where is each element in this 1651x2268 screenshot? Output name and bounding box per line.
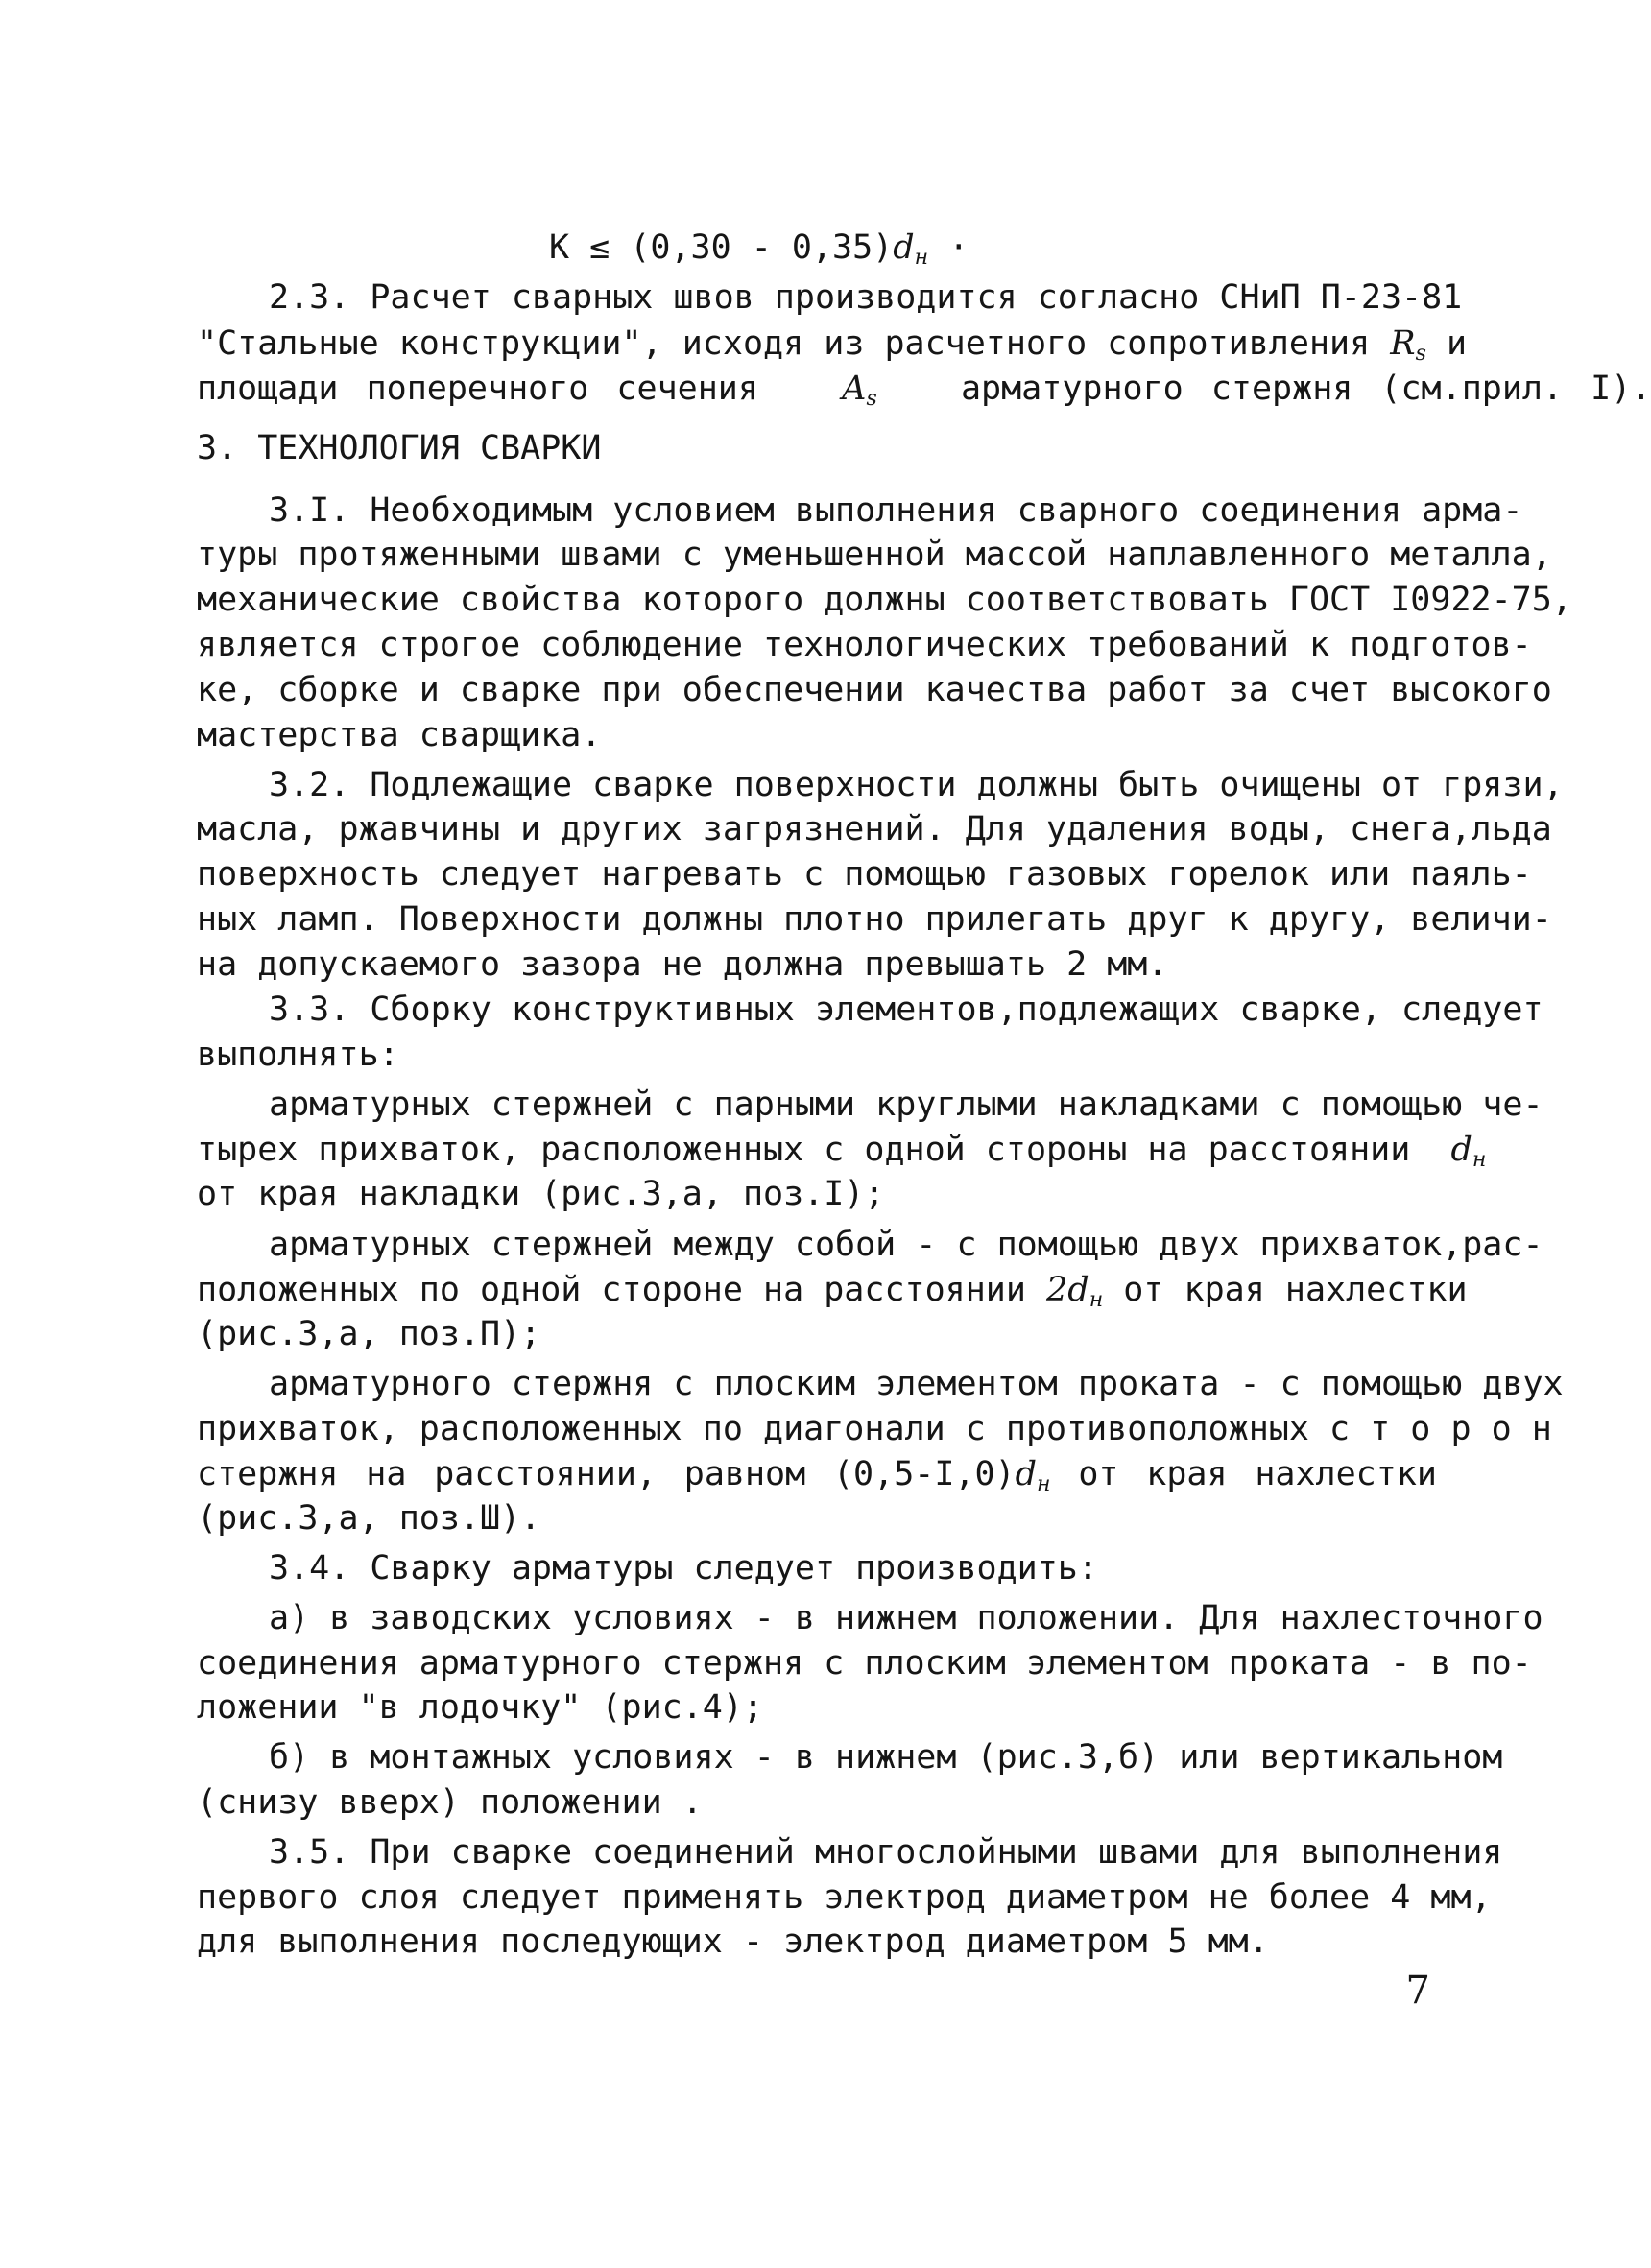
s3-3-b-line-2-end: нахлестки: [1284, 1271, 1468, 1309]
s3-1-line-6: мастерства сварщика.: [197, 716, 602, 754]
s2-3-line-3: [197, 368, 1651, 420]
s3-3-a-line-2-text: тырех прихваток, расположенных с одной стороны на расстоянии: [197, 1131, 1411, 1169]
s3-4-b-line-2: (снизу вверх) положении .: [197, 1783, 703, 1822]
dn-sub-a: н: [1472, 1148, 1487, 1172]
s3-1-line-2: туры протяженными швами с уменьшенной массой наплавленного металла,: [197, 536, 1552, 574]
s3-3-a-line-1: арматурных стержней с парными круглыми накладками с помощью че-: [269, 1086, 1543, 1124]
s2-3-line-3-end: арматурного стержня (см.прил. I).: [960, 370, 1651, 408]
s3-3-c-line-2: прихваток, расположенных по диагонали с противоположных с т о р о н: [197, 1410, 1552, 1448]
s2-3-line-3-text: площади поперечного сечения: [197, 370, 758, 408]
formula-sub: н: [914, 246, 929, 270]
formula-left: К ≤ (0,30 - 0,35): [549, 228, 894, 267]
dn-var-b: 2d: [1046, 1271, 1089, 1309]
s2-3-line-2-end: и: [1446, 324, 1468, 363]
dn-sub-b: н: [1089, 1288, 1104, 1312]
s3-3-b-line-2-text: положенных по одной стороне на расстоянии: [197, 1271, 1026, 1309]
s3-1-line-3: механические свойства которого должны соответствовать ГОСТ I0922-75,: [197, 581, 1572, 619]
s3-2-line-2: масла, ржавчины и других загрязнений. Для удаления воды, снега,льда: [197, 810, 1552, 848]
s3-3-c-line-1: арматурного стержня с плоским элементом проката - с помощью двух: [269, 1365, 1564, 1403]
s3-3-b-line-2-mid: от края: [1123, 1271, 1265, 1309]
section-3-heading: 3. ТЕХНОЛОГИЯ СВАРКИ: [197, 429, 602, 467]
s3-3-a-line-3: от края накладки (рис.3,а, поз.I);: [197, 1175, 885, 1213]
dn-sub-c: н: [1037, 1472, 1051, 1496]
as-sub: s: [866, 387, 877, 411]
formula-end: ·: [928, 228, 969, 267]
s3-1-line-5: ке, сборке и сварке при обеспечении качества работ за счет высокого: [197, 671, 1552, 709]
s3-2-line-5: на допускаемого зазора не должна превышать 2 мм.: [197, 945, 1168, 984]
s3-3-c-line-3-mid: от края: [1078, 1455, 1228, 1493]
s3-3-b-line-1: арматурных стержней между собой - с помощью двух прихваток,рас-: [269, 1226, 1543, 1264]
rs-var: R: [1390, 324, 1416, 363]
s3-2-line-4: ных ламп. Поверхности должны плотно прилегать друг к другу, величи-: [197, 900, 1552, 939]
s3-5-line-2: первого слоя следует применять электрод диаметром не более 4 мм,: [197, 1878, 1492, 1917]
formula-var: d: [893, 228, 915, 267]
s3-5-line-3: для выполнения последующих - электрод диаметром 5 мм.: [197, 1922, 1269, 1961]
s2-3-line-2-text: "Стальные конструкции", исходя из расчетного сопротивления: [197, 324, 1371, 363]
s3-3-line-2: выполнять:: [197, 1036, 399, 1074]
s3-4-b-line-1: б) в монтажных условиях - в нижнем (рис.3,б) или вертикальном: [269, 1738, 1503, 1777]
s3-5-line-1: 3.5. При сварке соединений многослойными швами для выполнения: [269, 1833, 1503, 1872]
s3-1-line-1: 3.I. Необходимым условием выполнения сварного соединения арма-: [269, 491, 1523, 530]
s3-2-line-1: 3.2. Подлежащие сварке поверхности должны быть очищены от грязи,: [269, 766, 1564, 804]
s3-2-line-3: поверхность следует нагревать с помощью газовых горелок или паяль-: [197, 855, 1532, 894]
s3-4-a-line-2: соединения арматурного стержня с плоским элементом проката - в по-: [197, 1644, 1532, 1683]
s3-3-c-line-4: (рис.3,а, поз.Ш).: [197, 1499, 541, 1538]
formula-line: [549, 227, 1048, 279]
s3-3-c-line-3-text: стержня на расстоянии, равном (0,5-I,0): [197, 1455, 1016, 1493]
page-number: 7: [1405, 1969, 1430, 2013]
s2-3-line-1: 2.3. Расчет сварных швов производится согласно СНиП П-23-81: [269, 278, 1463, 317]
rs-sub: s: [1415, 342, 1426, 366]
s3-4-line-1: 3.4. Сварку арматуры следует производить:: [269, 1549, 1098, 1588]
s3-1-line-4: является строгое соблюдение технологических требований к подготов-: [197, 626, 1532, 664]
as-var: A: [842, 370, 867, 408]
s3-4-a-line-3: ложении "в лодочку" (рис.4);: [197, 1688, 764, 1727]
s3-3-line-1: 3.3. Сборку конструктивных элементов,подлежащих сварке, следует: [269, 991, 1543, 1029]
dn-var-c: d: [1015, 1455, 1038, 1493]
s3-4-a-line-1: а) в заводских условиях - в нижнем положении. Для нахлесточного: [269, 1599, 1543, 1637]
s3-3-c-line-3-end: нахлестки: [1255, 1455, 1437, 1493]
s3-3-b-line-3: (рис.3,а, поз.П);: [197, 1315, 541, 1353]
dn-var-a: d: [1450, 1131, 1472, 1169]
